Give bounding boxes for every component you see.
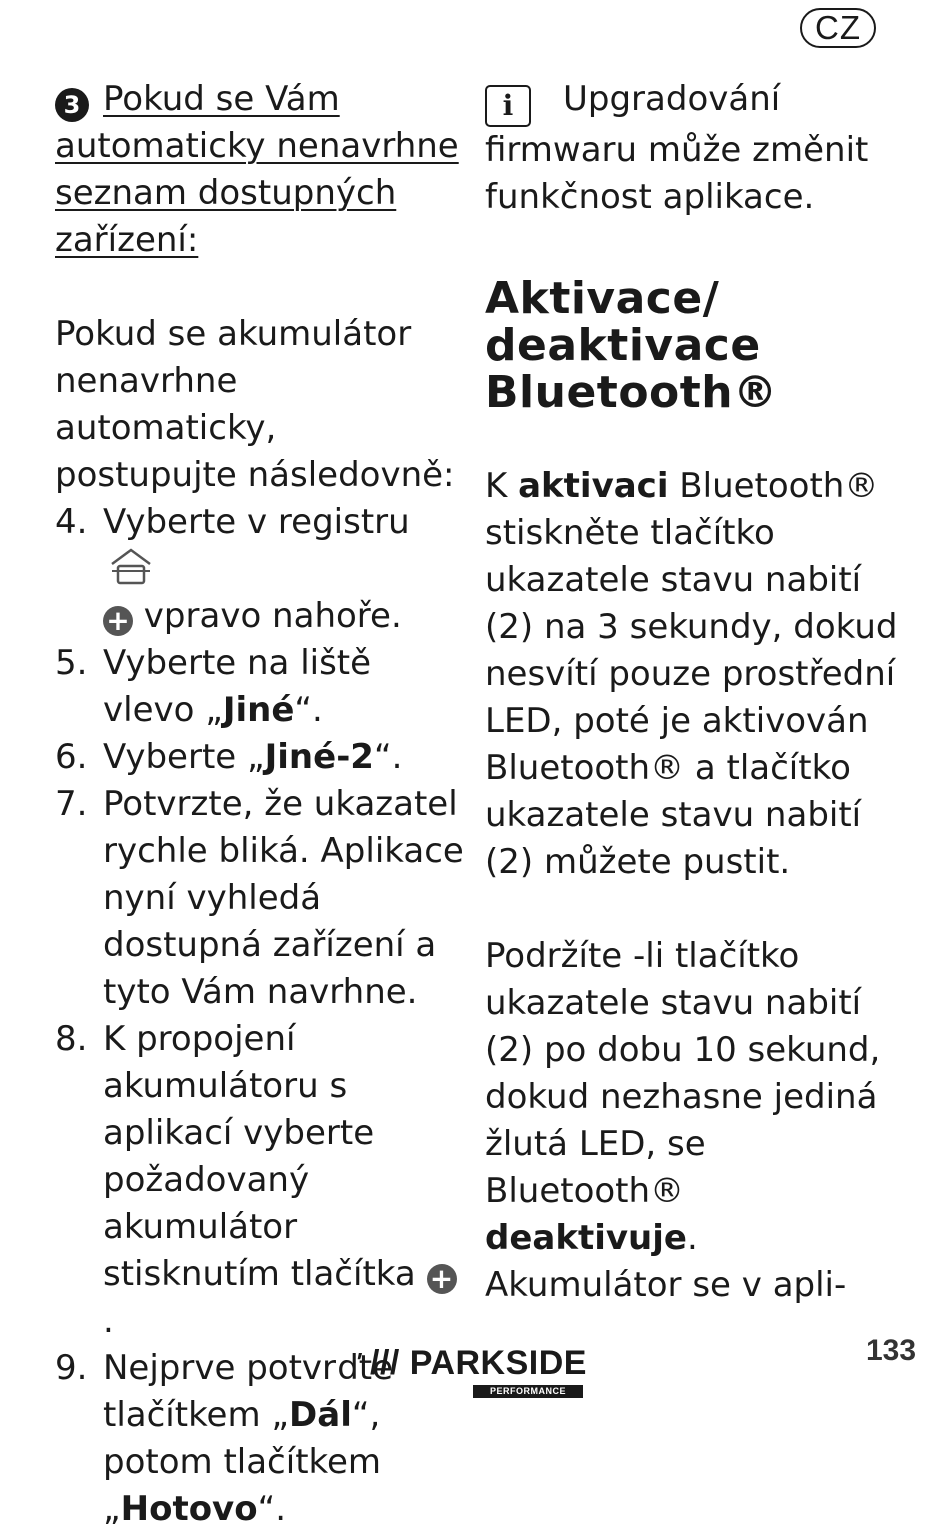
step-text: . <box>103 1301 114 1341</box>
step-text: “, potom tlačítkem „ <box>103 1395 382 1529</box>
list-item <box>55 640 465 734</box>
step-number: 9. <box>55 1348 88 1388</box>
step-text: Vyberte na liště vlevo „ <box>103 643 372 730</box>
step-text: “. <box>257 1489 286 1529</box>
intro-text: Pokud se Vám automaticky nenavrhne seznam dostupných zařízení: <box>55 79 459 260</box>
list-item <box>55 1016 465 1345</box>
step-text: vpravo nahoře. <box>133 596 402 636</box>
step-text: Vyberte „ <box>103 737 265 777</box>
step-number: 6. <box>55 737 88 777</box>
paragraph: Podržíte -li tlačítko ukazatele stavu nabití (2) po dobu 10 sekund, dokud nezhasne jediná žlutá LED, se Bluetooth® deaktivuje. Akumulátor se v apli- <box>485 936 881 1305</box>
brand-sub: PERFORMANCE <box>473 1385 583 1398</box>
step-bold: Hotovo <box>120 1489 258 1529</box>
brand-logo <box>370 1343 587 1399</box>
language-badge: CZ <box>800 8 876 48</box>
add-icon: + <box>427 1264 457 1294</box>
step-text: “. <box>373 737 403 777</box>
step-text: “. <box>294 690 323 730</box>
section-title: Aktivace/ deaktivace Bluetooth® <box>485 273 778 418</box>
step-text: K propojení akumulátoru s aplikací vyberte požadovaný akumulátor stisknutím tlačítka <box>103 1019 427 1294</box>
step-number: 7. <box>55 784 88 824</box>
step-text: Nejprve potvrďte tlačítkem „ <box>103 1348 394 1435</box>
lead-paragraph: Pokud se akumulátor nenavrhne automaticky, postupujte následovně: <box>55 314 455 495</box>
paragraph: K aktivaci Bluetooth® stiskněte tlačítko ukazatele stavu nabití (2) na 3 sekundy, dokud nesvítí pouze prostřední LED, poté je aktivován Bluetooth® a tlačítko ukazatele stavu nabití (2) můžete pustit. <box>485 466 898 882</box>
add-icon: + <box>103 606 133 636</box>
step-bold: Dál <box>289 1395 352 1435</box>
step-bold: Jiné-2 <box>264 737 374 777</box>
list-item <box>55 499 465 640</box>
info-note-text: Upgradování firmwaru může změnit funkčnost aplikace. <box>485 79 869 217</box>
list-item <box>55 734 465 781</box>
step-number: 4. <box>55 502 88 542</box>
intro-heading <box>55 76 465 264</box>
right-column <box>485 76 905 1309</box>
step-number-badge: 3 <box>55 88 89 122</box>
info-note <box>485 76 905 221</box>
step-number: 5. <box>55 643 88 683</box>
step-bold: Jiné <box>222 690 295 730</box>
left-column <box>55 76 465 1533</box>
step-text: Potvrzte, že ukazatel rychle bliká. Aplikace nyní vyhledá dostupná zařízení a tyto Vám navrhne. <box>103 784 464 1012</box>
step-text: Vyberte v registru <box>103 502 410 542</box>
home-icon <box>109 546 153 588</box>
step-number: 8. <box>55 1019 88 1059</box>
list-item <box>55 781 465 1016</box>
info-icon: i <box>485 85 531 127</box>
brand-name: /// PARKSIDE <box>370 1344 587 1382</box>
page-number: 133 <box>866 1334 917 1367</box>
